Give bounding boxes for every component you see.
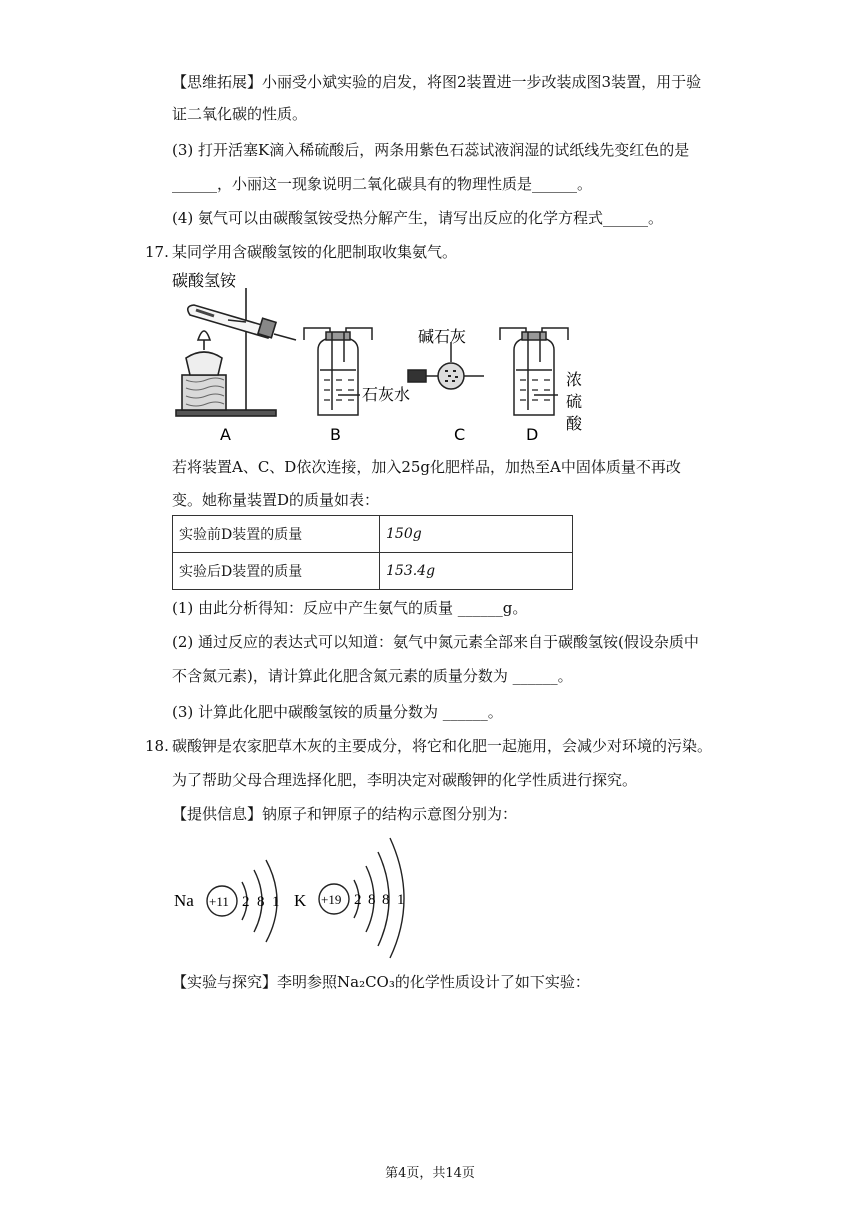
table-cell: 实验前D装置的质量 xyxy=(173,516,380,553)
k-e3: 8 xyxy=(382,892,390,908)
na-e1: 2 xyxy=(242,894,250,910)
apparatus-figure xyxy=(168,270,598,445)
q17-desc-line1: 若将装置A、C、D依次连接，加入25g化肥样品，加热至A中固体质量不再改 xyxy=(172,458,681,476)
k-nucleus: +19 xyxy=(321,892,342,907)
q17-desc-line2: 变。她称量装置D的质量如表： xyxy=(172,491,380,509)
q3-line1: (3) 打开活塞K滴入稀硫酸后，两条用紫色石蕊试液润湿的试纸线先变红色的是 xyxy=(172,141,690,159)
letter-b: B xyxy=(330,425,341,444)
table-row xyxy=(173,553,573,590)
apparatus-a xyxy=(176,288,296,416)
mass-table xyxy=(172,515,573,590)
k-symbol: K xyxy=(294,891,307,910)
q17-sub2-line1: (2) 通过反应的表达式可以知道：氨气中氮元素全部来自于碳酸氢铵(假设杂质中 xyxy=(172,633,699,651)
table-cell: 150g xyxy=(380,516,573,553)
na-symbol: Na xyxy=(174,891,194,910)
atom-structure-diagram xyxy=(168,830,418,960)
apparatus-c xyxy=(408,342,484,389)
q18-stem-line1: 碳酸钾是农家肥草木灰的主要成分，将它和化肥一起施用，会减少对环境的污染。 xyxy=(172,737,713,755)
table-row xyxy=(173,516,573,553)
table-cell: 153.4g xyxy=(380,553,573,590)
q17-stem: 某同学用含碳酸氢铵的化肥制取收集氨气。 xyxy=(172,243,458,261)
label-acid-3: 酸 xyxy=(566,414,583,433)
q17-sub2-line2: 不含氮元素)，请计算此化肥含氮元素的质量分数为 ______。 xyxy=(172,667,573,685)
na-nucleus: +11 xyxy=(209,894,229,909)
q18-info: 【提供信息】钠原子和钾原子的结构示意图分别为： xyxy=(172,805,518,823)
q17-sub3: (3) 计算此化肥中碳酸氢铵的质量分数为 ______。 xyxy=(172,703,503,721)
k-e2: 8 xyxy=(368,892,376,908)
k-e4: 1 xyxy=(397,892,405,908)
q17-sub1: (1) 由此分析得知：反应中产生氨气的质量 ______g。 xyxy=(172,599,528,617)
q4-line: (4) 氨气可以由碳酸氢铵受热分解产生，请写出反应的化学方程式______。 xyxy=(172,209,664,227)
q18-explore: 【实验与探究】李明参照Na₂CO₃的化学性质设计了如下实验： xyxy=(172,973,590,991)
q18-stem-line2: 为了帮助父母合理选择化肥，李明决定对碳酸钾的化学性质进行探究。 xyxy=(172,771,638,789)
letter-d: D xyxy=(526,425,539,444)
thinking-intro-line2: 证二氧化碳的性质。 xyxy=(172,105,308,123)
na-e2: 8 xyxy=(257,894,265,910)
letter-a: A xyxy=(220,425,231,444)
sodium-atom xyxy=(174,860,280,942)
label-lime-water: 石灰水 xyxy=(362,385,411,404)
k-e1: 2 xyxy=(354,892,362,908)
na-e3: 1 xyxy=(272,894,280,910)
page-footer: 第4页，共14页 xyxy=(385,1166,475,1181)
table-cell: 实验后D装置的质量 xyxy=(173,553,380,590)
thinking-intro-line1: 【思维拓展】小丽受小斌实验的启发，将图2装置进一步改装成图3装置，用于验 xyxy=(172,73,702,91)
q3-line2: ______，小丽这一现象说明二氧化碳具有的物理性质是______。 xyxy=(172,175,593,193)
letter-c: C xyxy=(454,425,466,444)
potassium-atom xyxy=(294,838,405,958)
label-top: 碳酸氢铵 xyxy=(172,271,237,290)
q17-number: 17. xyxy=(145,243,169,261)
label-soda-lime: 碱石灰 xyxy=(418,327,467,346)
label-acid-1: 浓 xyxy=(566,370,583,389)
apparatus-d xyxy=(500,328,568,415)
label-acid-2: 硫 xyxy=(566,392,583,411)
q18-number: 18. xyxy=(145,737,169,755)
